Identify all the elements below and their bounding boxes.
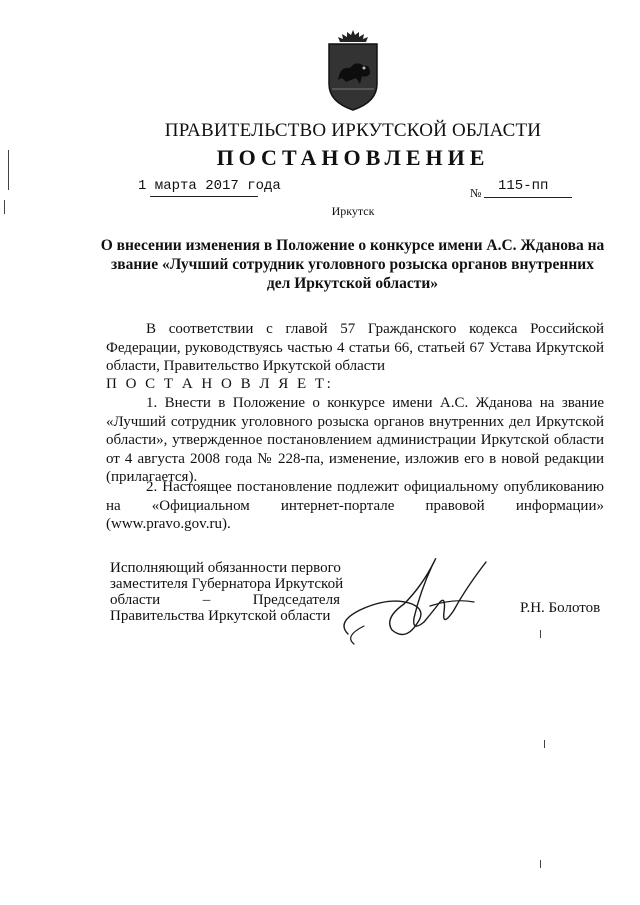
text-line: 1. Внести в Положение о конкурсе имени А.С. Жданова на звание [146, 395, 604, 411]
date-underline [150, 196, 258, 197]
text-line: области, Правительство Иркутской области [106, 358, 385, 374]
text-line: «Лучший сотрудник уголовного розыска органов внутренних дел Иркутской [106, 413, 604, 430]
number-sign: № [470, 186, 482, 200]
text-line: на «Официальном интернет-портале правовой информации» [106, 497, 604, 514]
title-line: звание «Лучший сотрудник уголовного розыска органов внутренних [111, 256, 594, 273]
position-line: Исполняющий обязанности первого [110, 560, 341, 576]
text-line: области», утвержденное постановлением администрации Иркутской области [106, 432, 604, 448]
text-line: (www.pravo.gov.ru). [106, 516, 231, 532]
position-line: Правительства Иркутской области [110, 608, 331, 624]
resolves-heading: П О С Т А Н О В Л Я Е Т: [106, 376, 334, 392]
paragraph-item-1 [106, 394, 604, 487]
coat-of-arms-icon [326, 28, 380, 112]
scan-mark [4, 200, 5, 214]
position-dash: – [202, 592, 211, 608]
position-word: Председателя [252, 592, 340, 608]
handwritten-signature [334, 552, 494, 652]
scan-mark [544, 740, 545, 748]
city: Иркутск [331, 204, 375, 218]
position-line [110, 592, 340, 608]
scan-mark [8, 150, 9, 190]
document-number: 115-пп [498, 178, 549, 194]
signer-name: Р.Н. Болотов [520, 600, 601, 616]
text-line: (прилагается). [106, 469, 198, 485]
text-line: В соответствии с главой 57 Гражданского кодекса Российской [146, 321, 604, 337]
text-line: Федерации, руководствуясь частью 4 статьи 66, статьей 67 Устава Иркутской [106, 339, 604, 356]
paragraph-item-2 [106, 478, 604, 534]
document-type: ПОСТАНОВЛЕНИЕ [216, 145, 490, 170]
text-line: от 4 августа 2008 года № 228-па, изменение, изложив его в новой редакции [106, 450, 604, 467]
title-line: О внесении изменения в Положение о конкурсе имени А.С. Жданова на [100, 237, 605, 254]
document-title [100, 236, 605, 293]
position-line: заместителя Губернатора Иркутской [110, 576, 344, 592]
organization-name: ПРАВИТЕЛЬСТВО ИРКУТСКОЙ ОБЛАСТИ [164, 120, 542, 141]
scan-mark [540, 630, 541, 638]
number-underline [484, 197, 572, 198]
position-word: области [110, 592, 161, 608]
signatory-position [110, 560, 350, 624]
document-date: 1 марта 2017 года [138, 178, 281, 194]
title-line: дел Иркутской области» [266, 275, 439, 292]
text-line: 2. Настоящее постановление подлежит официальному опубликованию [146, 479, 604, 495]
scan-mark [540, 860, 541, 868]
paragraph-preamble [106, 320, 604, 376]
